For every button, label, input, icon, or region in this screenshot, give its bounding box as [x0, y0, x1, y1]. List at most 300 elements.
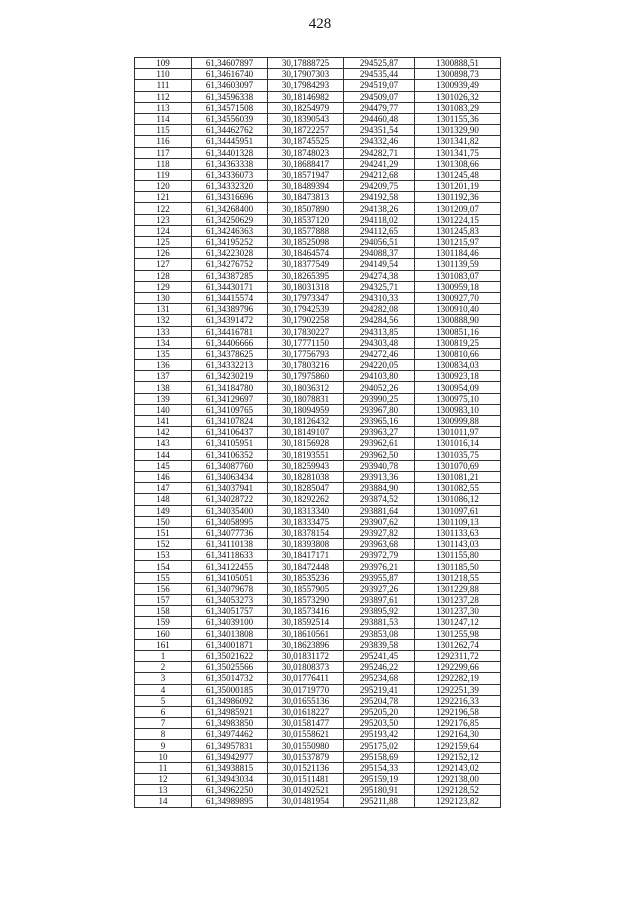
- y-coordinate-cell: 1301218,55: [415, 572, 501, 583]
- x-coordinate-cell: 293927,82: [344, 527, 415, 538]
- latitude-cell: 61,34316696: [192, 192, 268, 203]
- longitude-cell: 30,18417171: [268, 550, 344, 561]
- longitude-cell: 30,01581477: [268, 718, 344, 729]
- x-coordinate-cell: 294052,26: [344, 382, 415, 393]
- latitude-cell: 61,34462762: [192, 125, 268, 136]
- longitude-cell: 30,18292262: [268, 494, 344, 505]
- table-row: [135, 248, 501, 259]
- x-coordinate-cell: 293874,52: [344, 494, 415, 505]
- point-number-cell: 136: [135, 360, 192, 371]
- x-coordinate-cell: 293976,21: [344, 561, 415, 572]
- x-coordinate-cell: 295180,91: [344, 785, 415, 796]
- y-coordinate-cell: 1300983,10: [415, 404, 501, 415]
- x-coordinate-cell: 294519,07: [344, 80, 415, 91]
- x-coordinate-cell: 293955,87: [344, 572, 415, 583]
- latitude-cell: 61,34336073: [192, 169, 268, 180]
- table-row: [135, 281, 501, 292]
- x-coordinate-cell: 293963,27: [344, 427, 415, 438]
- latitude-cell: 61,34415574: [192, 292, 268, 303]
- point-number-cell: 151: [135, 527, 192, 538]
- latitude-cell: 61,35000185: [192, 684, 268, 695]
- y-coordinate-cell: 1301097,61: [415, 505, 501, 516]
- y-coordinate-cell: 1300851,16: [415, 326, 501, 337]
- y-coordinate-cell: 1292282,19: [415, 673, 501, 684]
- y-coordinate-cell: 1301255,98: [415, 628, 501, 639]
- point-number-cell: 129: [135, 281, 192, 292]
- longitude-cell: 30,18507890: [268, 203, 344, 214]
- latitude-cell: 61,34250629: [192, 214, 268, 225]
- longitude-cell: 30,18722257: [268, 125, 344, 136]
- table-row: [135, 673, 501, 684]
- table-row: [135, 650, 501, 661]
- latitude-cell: 61,34223028: [192, 248, 268, 259]
- latitude-cell: 61,34430171: [192, 281, 268, 292]
- latitude-cell: 61,34989895: [192, 796, 268, 807]
- latitude-cell: 61,34230219: [192, 371, 268, 382]
- longitude-cell: 30,01618227: [268, 706, 344, 717]
- point-number-cell: 114: [135, 113, 192, 124]
- longitude-cell: 30,01521136: [268, 762, 344, 773]
- y-coordinate-cell: 1301329,90: [415, 125, 501, 136]
- longitude-cell: 30,18610561: [268, 628, 344, 639]
- longitude-cell: 30,18557905: [268, 583, 344, 594]
- table-row: [135, 427, 501, 438]
- table-row: [135, 718, 501, 729]
- latitude-cell: 61,34391472: [192, 315, 268, 326]
- latitude-cell: 61,35025566: [192, 662, 268, 673]
- x-coordinate-cell: 295175,02: [344, 740, 415, 751]
- table-row: [135, 158, 501, 169]
- x-coordinate-cell: 294241,29: [344, 158, 415, 169]
- table-row: [135, 169, 501, 180]
- y-coordinate-cell: 1300954,09: [415, 382, 501, 393]
- y-coordinate-cell: 1292159,64: [415, 740, 501, 751]
- longitude-cell: 30,18156928: [268, 438, 344, 449]
- table-row: [135, 270, 501, 281]
- y-coordinate-cell: 1292251,39: [415, 684, 501, 695]
- x-coordinate-cell: 293897,61: [344, 595, 415, 606]
- x-coordinate-cell: 295219,41: [344, 684, 415, 695]
- y-coordinate-cell: 1301215,97: [415, 237, 501, 248]
- point-number-cell: 6: [135, 706, 192, 717]
- x-coordinate-cell: 294220,05: [344, 360, 415, 371]
- point-number-cell: 117: [135, 147, 192, 158]
- x-coordinate-cell: 295241,45: [344, 650, 415, 661]
- table-row: [135, 449, 501, 460]
- point-number-cell: 13: [135, 785, 192, 796]
- longitude-cell: 30,18036312: [268, 382, 344, 393]
- point-number-cell: 112: [135, 91, 192, 102]
- point-number-cell: 135: [135, 348, 192, 359]
- y-coordinate-cell: 1300819,25: [415, 337, 501, 348]
- point-number-cell: 137: [135, 371, 192, 382]
- point-number-cell: 132: [135, 315, 192, 326]
- point-number-cell: 7: [135, 718, 192, 729]
- y-coordinate-cell: 1292143,02: [415, 762, 501, 773]
- latitude-cell: 61,34616740: [192, 69, 268, 80]
- table-row: [135, 695, 501, 706]
- longitude-cell: 30,18573290: [268, 595, 344, 606]
- x-coordinate-cell: 293965,16: [344, 416, 415, 427]
- x-coordinate-cell: 293967,80: [344, 404, 415, 415]
- table-row: [135, 181, 501, 192]
- longitude-cell: 30,01550980: [268, 740, 344, 751]
- latitude-cell: 61,34943034: [192, 774, 268, 785]
- latitude-cell: 61,34184780: [192, 382, 268, 393]
- x-coordinate-cell: 294209,75: [344, 181, 415, 192]
- y-coordinate-cell: 1301139,59: [415, 259, 501, 270]
- longitude-cell: 30,18377549: [268, 259, 344, 270]
- point-number-cell: 12: [135, 774, 192, 785]
- point-number-cell: 149: [135, 505, 192, 516]
- y-coordinate-cell: 1300898,73: [415, 69, 501, 80]
- table-row: [135, 404, 501, 415]
- point-number-cell: 116: [135, 136, 192, 147]
- y-coordinate-cell: 1301245,48: [415, 169, 501, 180]
- y-coordinate-cell: 1301070,69: [415, 460, 501, 471]
- y-coordinate-cell: 1301109,13: [415, 516, 501, 527]
- table-row: [135, 572, 501, 583]
- table-row: [135, 516, 501, 527]
- point-number-cell: 139: [135, 393, 192, 404]
- table-row: [135, 617, 501, 628]
- latitude-cell: 61,34962250: [192, 785, 268, 796]
- latitude-cell: 61,34607897: [192, 58, 268, 69]
- x-coordinate-cell: 293881,53: [344, 617, 415, 628]
- table-row: [135, 58, 501, 69]
- table-row: [135, 259, 501, 270]
- point-number-cell: 123: [135, 214, 192, 225]
- table-row: [135, 483, 501, 494]
- x-coordinate-cell: 294103,80: [344, 371, 415, 382]
- longitude-cell: 30,18745525: [268, 136, 344, 147]
- coordinates-table-body: [135, 58, 501, 808]
- point-number-cell: 121: [135, 192, 192, 203]
- latitude-cell: 61,34063434: [192, 471, 268, 482]
- longitude-cell: 30,18535236: [268, 572, 344, 583]
- table-row: [135, 102, 501, 113]
- point-number-cell: 10: [135, 751, 192, 762]
- point-number-cell: 9: [135, 740, 192, 751]
- longitude-cell: 30,18577888: [268, 225, 344, 236]
- table-row: [135, 740, 501, 751]
- point-number-cell: 1: [135, 650, 192, 661]
- latitude-cell: 61,34053273: [192, 595, 268, 606]
- longitude-cell: 30,17756793: [268, 348, 344, 359]
- longitude-cell: 30,01511481: [268, 774, 344, 785]
- point-number-cell: 2: [135, 662, 192, 673]
- point-number-cell: 124: [135, 225, 192, 236]
- table-row: [135, 337, 501, 348]
- latitude-cell: 61,34983850: [192, 718, 268, 729]
- x-coordinate-cell: 293907,62: [344, 516, 415, 527]
- y-coordinate-cell: 1301201,19: [415, 181, 501, 192]
- point-number-cell: 147: [135, 483, 192, 494]
- x-coordinate-cell: 294509,07: [344, 91, 415, 102]
- latitude-cell: 61,34985921: [192, 706, 268, 717]
- y-coordinate-cell: 1292176,85: [415, 718, 501, 729]
- table-row: [135, 69, 501, 80]
- longitude-cell: 30,18537120: [268, 214, 344, 225]
- table-row: [135, 751, 501, 762]
- point-number-cell: 111: [135, 80, 192, 91]
- table-row: [135, 192, 501, 203]
- longitude-cell: 30,18146982: [268, 91, 344, 102]
- x-coordinate-cell: 293940,78: [344, 460, 415, 471]
- point-number-cell: 115: [135, 125, 192, 136]
- x-coordinate-cell: 294303,48: [344, 337, 415, 348]
- y-coordinate-cell: 1301016,14: [415, 438, 501, 449]
- x-coordinate-cell: 293990,25: [344, 393, 415, 404]
- point-number-cell: 157: [135, 595, 192, 606]
- latitude-cell: 61,34332320: [192, 181, 268, 192]
- point-number-cell: 160: [135, 628, 192, 639]
- y-coordinate-cell: 1292138,00: [415, 774, 501, 785]
- table-row: [135, 371, 501, 382]
- longitude-cell: 30,18592514: [268, 617, 344, 628]
- y-coordinate-cell: 1301308,66: [415, 158, 501, 169]
- latitude-cell: 61,34596338: [192, 91, 268, 102]
- y-coordinate-cell: 1300927,70: [415, 292, 501, 303]
- point-number-cell: 11: [135, 762, 192, 773]
- y-coordinate-cell: 1301035,75: [415, 449, 501, 460]
- table-row: [135, 729, 501, 740]
- y-coordinate-cell: 1301209,07: [415, 203, 501, 214]
- table-row: [135, 471, 501, 482]
- latitude-cell: 61,34013808: [192, 628, 268, 639]
- y-coordinate-cell: 1300959,18: [415, 281, 501, 292]
- table-row: [135, 550, 501, 561]
- longitude-cell: 30,01808373: [268, 662, 344, 673]
- longitude-cell: 30,18489394: [268, 181, 344, 192]
- longitude-cell: 30,18126432: [268, 416, 344, 427]
- longitude-cell: 30,01719770: [268, 684, 344, 695]
- y-coordinate-cell: 1292299,66: [415, 662, 501, 673]
- longitude-cell: 30,18571947: [268, 169, 344, 180]
- y-coordinate-cell: 1292152,12: [415, 751, 501, 762]
- point-number-cell: 125: [135, 237, 192, 248]
- x-coordinate-cell: 295205,20: [344, 706, 415, 717]
- longitude-cell: 30,01776411: [268, 673, 344, 684]
- x-coordinate-cell: 294310,33: [344, 292, 415, 303]
- longitude-cell: 30,01655136: [268, 695, 344, 706]
- longitude-cell: 30,18313340: [268, 505, 344, 516]
- latitude-cell: 61,34942977: [192, 751, 268, 762]
- point-number-cell: 4: [135, 684, 192, 695]
- x-coordinate-cell: 294332,46: [344, 136, 415, 147]
- latitude-cell: 61,34051757: [192, 606, 268, 617]
- y-coordinate-cell: 1301086,12: [415, 494, 501, 505]
- latitude-cell: 61,34028722: [192, 494, 268, 505]
- y-coordinate-cell: 1301341,75: [415, 147, 501, 158]
- y-coordinate-cell: 1301026,32: [415, 91, 501, 102]
- table-row: [135, 539, 501, 550]
- x-coordinate-cell: 293962,50: [344, 449, 415, 460]
- y-coordinate-cell: 1301262,74: [415, 639, 501, 650]
- longitude-cell: 30,17830227: [268, 326, 344, 337]
- table-row: [135, 762, 501, 773]
- longitude-cell: 30,17771150: [268, 337, 344, 348]
- latitude-cell: 61,34332213: [192, 360, 268, 371]
- latitude-cell: 61,34603097: [192, 80, 268, 91]
- y-coordinate-cell: 1292216,33: [415, 695, 501, 706]
- table-row: [135, 225, 501, 236]
- y-coordinate-cell: 1301237,30: [415, 606, 501, 617]
- longitude-cell: 30,01481954: [268, 796, 344, 807]
- table-row: [135, 147, 501, 158]
- point-number-cell: 145: [135, 460, 192, 471]
- point-number-cell: 134: [135, 337, 192, 348]
- point-number-cell: 158: [135, 606, 192, 617]
- y-coordinate-cell: 1300810,66: [415, 348, 501, 359]
- latitude-cell: 61,34195252: [192, 237, 268, 248]
- x-coordinate-cell: 295159,19: [344, 774, 415, 785]
- y-coordinate-cell: 1301081,21: [415, 471, 501, 482]
- table-row: [135, 796, 501, 807]
- y-coordinate-cell: 1292311,72: [415, 650, 501, 661]
- table-row: [135, 639, 501, 650]
- table-row: [135, 80, 501, 91]
- latitude-cell: 61,34087760: [192, 460, 268, 471]
- y-coordinate-cell: 1300834,03: [415, 360, 501, 371]
- longitude-cell: 30,18573416: [268, 606, 344, 617]
- latitude-cell: 61,34129697: [192, 393, 268, 404]
- latitude-cell: 61,34079678: [192, 583, 268, 594]
- longitude-cell: 30,17902258: [268, 315, 344, 326]
- point-number-cell: 122: [135, 203, 192, 214]
- point-number-cell: 142: [135, 427, 192, 438]
- latitude-cell: 61,34276752: [192, 259, 268, 270]
- table-row: [135, 91, 501, 102]
- y-coordinate-cell: 1301143,03: [415, 539, 501, 550]
- latitude-cell: 61,34105051: [192, 572, 268, 583]
- point-number-cell: 110: [135, 69, 192, 80]
- table-row: [135, 662, 501, 673]
- longitude-cell: 30,17803216: [268, 360, 344, 371]
- point-number-cell: 156: [135, 583, 192, 594]
- x-coordinate-cell: 294525,87: [344, 58, 415, 69]
- y-coordinate-cell: 1292128,52: [415, 785, 501, 796]
- x-coordinate-cell: 294272,46: [344, 348, 415, 359]
- point-number-cell: 155: [135, 572, 192, 583]
- latitude-cell: 61,34107824: [192, 416, 268, 427]
- table-row: [135, 527, 501, 538]
- x-coordinate-cell: 294351,54: [344, 125, 415, 136]
- y-coordinate-cell: 1301229,88: [415, 583, 501, 594]
- y-coordinate-cell: 1300910,40: [415, 304, 501, 315]
- latitude-cell: 61,34556039: [192, 113, 268, 124]
- point-number-cell: 128: [135, 270, 192, 281]
- x-coordinate-cell: 295203,50: [344, 718, 415, 729]
- y-coordinate-cell: 1301155,36: [415, 113, 501, 124]
- latitude-cell: 61,34109765: [192, 404, 268, 415]
- latitude-cell: 61,34406666: [192, 337, 268, 348]
- longitude-cell: 30,18281038: [268, 471, 344, 482]
- point-number-cell: 144: [135, 449, 192, 460]
- point-number-cell: 131: [135, 304, 192, 315]
- latitude-cell: 61,34039100: [192, 617, 268, 628]
- table-row: [135, 348, 501, 359]
- point-number-cell: 152: [135, 539, 192, 550]
- x-coordinate-cell: 293913,36: [344, 471, 415, 482]
- latitude-cell: 61,34986092: [192, 695, 268, 706]
- x-coordinate-cell: 294112,65: [344, 225, 415, 236]
- y-coordinate-cell: 1300939,49: [415, 80, 501, 91]
- y-coordinate-cell: 1301185,50: [415, 561, 501, 572]
- point-number-cell: 119: [135, 169, 192, 180]
- latitude-cell: 61,35021622: [192, 650, 268, 661]
- x-coordinate-cell: 294056,51: [344, 237, 415, 248]
- table-row: [135, 304, 501, 315]
- x-coordinate-cell: 295246,22: [344, 662, 415, 673]
- x-coordinate-cell: 295204,78: [344, 695, 415, 706]
- y-coordinate-cell: 1301247,12: [415, 617, 501, 628]
- x-coordinate-cell: 294460,48: [344, 113, 415, 124]
- y-coordinate-cell: 1301155,80: [415, 550, 501, 561]
- x-coordinate-cell: 294313,85: [344, 326, 415, 337]
- point-number-cell: 153: [135, 550, 192, 561]
- latitude-cell: 61,34001871: [192, 639, 268, 650]
- latitude-cell: 61,34445951: [192, 136, 268, 147]
- longitude-cell: 30,18748023: [268, 147, 344, 158]
- latitude-cell: 61,34106352: [192, 449, 268, 460]
- point-number-cell: 5: [135, 695, 192, 706]
- table-row: [135, 393, 501, 404]
- longitude-cell: 30,18473813: [268, 192, 344, 203]
- x-coordinate-cell: 293881,64: [344, 505, 415, 516]
- table-row: [135, 326, 501, 337]
- point-number-cell: 133: [135, 326, 192, 337]
- latitude-cell: 61,34387285: [192, 270, 268, 281]
- longitude-cell: 30,01537879: [268, 751, 344, 762]
- point-number-cell: 140: [135, 404, 192, 415]
- coordinates-table: [134, 57, 501, 808]
- x-coordinate-cell: 294284,56: [344, 315, 415, 326]
- table-row: [135, 125, 501, 136]
- table-row: [135, 595, 501, 606]
- latitude-cell: 61,34268400: [192, 203, 268, 214]
- longitude-cell: 30,17984293: [268, 80, 344, 91]
- latitude-cell: 61,34974462: [192, 729, 268, 740]
- table-row: [135, 505, 501, 516]
- table-row: [135, 774, 501, 785]
- y-coordinate-cell: 1301192,36: [415, 192, 501, 203]
- x-coordinate-cell: 295154,33: [344, 762, 415, 773]
- x-coordinate-cell: 294282,71: [344, 147, 415, 158]
- latitude-cell: 61,34389796: [192, 304, 268, 315]
- longitude-cell: 30,01558621: [268, 729, 344, 740]
- y-coordinate-cell: 1300975,10: [415, 393, 501, 404]
- y-coordinate-cell: 1292164,30: [415, 729, 501, 740]
- y-coordinate-cell: 1301133,63: [415, 527, 501, 538]
- point-number-cell: 146: [135, 471, 192, 482]
- longitude-cell: 30,18265395: [268, 270, 344, 281]
- y-coordinate-cell: 1300888,51: [415, 58, 501, 69]
- point-number-cell: 154: [135, 561, 192, 572]
- y-coordinate-cell: 1301083,07: [415, 270, 501, 281]
- longitude-cell: 30,01492521: [268, 785, 344, 796]
- table-row: [135, 136, 501, 147]
- longitude-cell: 30,18254979: [268, 102, 344, 113]
- longitude-cell: 30,17907303: [268, 69, 344, 80]
- longitude-cell: 30,18464574: [268, 248, 344, 259]
- y-coordinate-cell: 1300888,90: [415, 315, 501, 326]
- longitude-cell: 30,18333475: [268, 516, 344, 527]
- point-number-cell: 141: [135, 416, 192, 427]
- point-number-cell: 113: [135, 102, 192, 113]
- latitude-cell: 61,34957831: [192, 740, 268, 751]
- x-coordinate-cell: 295158,69: [344, 751, 415, 762]
